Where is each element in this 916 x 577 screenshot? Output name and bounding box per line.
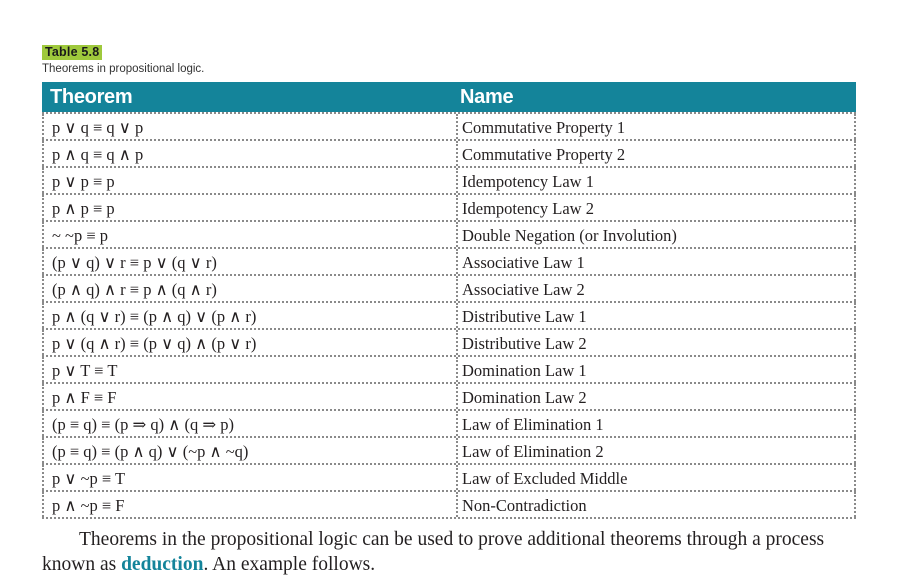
theorem-cell: p ∧ F ≡ F bbox=[42, 384, 456, 409]
name-cell: Idempotency Law 2 bbox=[456, 195, 856, 220]
header-theorem: Theorem bbox=[50, 86, 133, 108]
body-paragraph bbox=[42, 527, 872, 577]
name-cell: Non-Contradiction bbox=[456, 492, 856, 517]
name-cell: Distributive Law 2 bbox=[456, 330, 856, 355]
theorems-table bbox=[42, 82, 856, 519]
name-cell: Law of Elimination 1 bbox=[456, 411, 856, 436]
name-cell: Domination Law 1 bbox=[456, 357, 856, 382]
table-row bbox=[42, 276, 856, 303]
table-row bbox=[42, 222, 856, 249]
table-row bbox=[42, 384, 856, 411]
table-caption-label: Table 5.8 bbox=[42, 45, 102, 60]
theorem-cell: p ∧ (q ∨ r) ≡ (p ∧ q) ∨ (p ∧ r) bbox=[42, 303, 456, 328]
theorem-cell: p ∧ ~p ≡ F bbox=[42, 492, 456, 517]
table-row bbox=[42, 411, 856, 438]
paragraph-text-after: . An example follows. bbox=[203, 554, 376, 575]
name-cell: Law of Excluded Middle bbox=[456, 465, 856, 490]
table-row bbox=[42, 492, 856, 519]
theorem-cell: p ∨ p ≡ p bbox=[42, 168, 456, 193]
table-row bbox=[42, 168, 856, 195]
theorem-cell: p ∨ T ≡ T bbox=[42, 357, 456, 382]
table-row bbox=[42, 249, 856, 276]
theorem-cell: (p ∨ q) ∨ r ≡ p ∨ (q ∨ r) bbox=[42, 249, 456, 274]
header-name: Name bbox=[460, 86, 514, 108]
theorem-cell: (p ≡ q) ≡ (p ⇒ q) ∧ (q ⇒ p) bbox=[42, 411, 456, 436]
table-row bbox=[42, 465, 856, 492]
table-row bbox=[42, 357, 856, 384]
paragraph-text-before: Theorems in the propositional logic can be used to prove additional theorems through a process known as bbox=[42, 529, 825, 575]
name-cell: Law of Elimination 2 bbox=[456, 438, 856, 463]
table-row bbox=[42, 330, 856, 357]
table-row bbox=[42, 303, 856, 330]
theorem-cell: p ∧ q ≡ q ∧ p bbox=[42, 141, 456, 166]
name-cell: Domination Law 2 bbox=[456, 384, 856, 409]
table-header-row bbox=[42, 82, 856, 112]
theorem-cell: p ∨ ~p ≡ T bbox=[42, 465, 456, 490]
deduction-term: deduction bbox=[121, 554, 204, 575]
name-cell: Associative Law 2 bbox=[456, 276, 856, 301]
table-row bbox=[42, 195, 856, 222]
name-cell: Idempotency Law 1 bbox=[456, 168, 856, 193]
name-cell: Distributive Law 1 bbox=[456, 303, 856, 328]
table-row bbox=[42, 438, 856, 465]
name-cell: Associative Law 1 bbox=[456, 249, 856, 274]
name-cell: Commutative Property 2 bbox=[456, 141, 856, 166]
table-body bbox=[42, 112, 856, 519]
table-row bbox=[42, 141, 856, 168]
theorem-cell: p ∨ (q ∧ r) ≡ (p ∨ q) ∧ (p ∨ r) bbox=[42, 330, 456, 355]
theorem-cell: (p ≡ q) ≡ (p ∧ q) ∨ (~p ∧ ~q) bbox=[42, 438, 456, 463]
theorem-cell: p ∧ p ≡ p bbox=[42, 195, 456, 220]
name-cell: Double Negation (or Involution) bbox=[456, 222, 856, 247]
theorem-cell: p ∨ q ≡ q ∨ p bbox=[42, 114, 456, 139]
table-caption-text: Theorems in propositional logic. bbox=[42, 63, 205, 75]
name-cell: Commutative Property 1 bbox=[456, 114, 856, 139]
theorem-cell: ~ ~p ≡ p bbox=[42, 222, 456, 247]
theorem-cell: (p ∧ q) ∧ r ≡ p ∧ (q ∧ r) bbox=[42, 276, 456, 301]
table-row bbox=[42, 114, 856, 141]
